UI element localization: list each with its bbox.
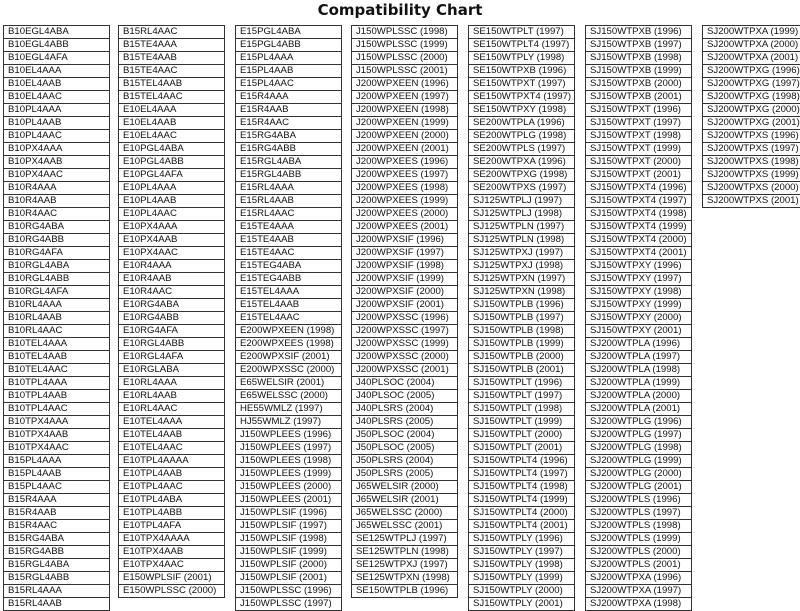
table-cell: E65WELSIR (2001)	[235, 377, 342, 390]
page-title: Compatibility Chart	[317, 1, 483, 19]
table-cell: J150WPLEES (2000)	[235, 481, 342, 494]
table-cell: SJ150WTPXB (1998)	[585, 52, 692, 65]
table-cell: SJ200WTPXG (1997)	[702, 78, 800, 91]
table-cell: E15TE4AAA	[235, 221, 342, 234]
table-cell: SJ200WTPXS (1997)	[702, 143, 800, 156]
table-column-1	[3, 25, 110, 611]
table-cell: B10RL4AAA	[3, 299, 110, 312]
table-cell: E10RGL4AFA	[118, 351, 225, 364]
table-cell: SJ150WTPXY (1996)	[585, 260, 692, 273]
table-cell: SJ150WTPXT4 (1996)	[585, 182, 692, 195]
table-cell: B10RGL4ABA	[3, 260, 110, 273]
table-cell: E150WPLSIF (2001)	[118, 572, 225, 585]
table-cell: SE200WTPXA (1996)	[468, 156, 575, 169]
table-cell: B10RL4AAB	[3, 312, 110, 325]
table-cell: SJ150WTPXY (1998)	[585, 286, 692, 299]
table-cell: SJ150WTPXT (1998)	[585, 130, 692, 143]
table-cell: SJ150WTPLT4 (1999)	[468, 494, 575, 507]
table-cell: J150WPLSSC (1997)	[235, 598, 342, 611]
table-cell: SJ200WTPXA (1997)	[585, 585, 692, 598]
table-cell: J150WPLEES (1996)	[235, 429, 342, 442]
table-cell: SJ150WTPXB (2001)	[585, 91, 692, 104]
table-cell: J200WPXSIF (1998)	[351, 260, 458, 273]
table-cell: E10PGL4ABB	[118, 156, 225, 169]
table-cell: E15PL4AAC	[235, 78, 342, 91]
table-cell: E200WPXEES (1998)	[235, 338, 342, 351]
table-cell: SJ200WTPLA (2001)	[585, 403, 692, 416]
table-cell: B10RGL4AFA	[3, 286, 110, 299]
table-cell: SE150WTPLB (1996)	[351, 585, 458, 598]
table-cell: SJ200WTPLS (2000)	[585, 546, 692, 559]
table-cell: E15TE4AAC	[235, 247, 342, 260]
table-cell: J150WPLEES (1998)	[235, 455, 342, 468]
table-cell: J50PLSOC (2005)	[351, 442, 458, 455]
table-cell: E15RL4AAA	[235, 182, 342, 195]
table-cell: SJ200WTPXS (2001)	[702, 195, 800, 208]
table-cell: J200WPXEEN (2001)	[351, 143, 458, 156]
table-cell: SE200WTPLG (1998)	[468, 130, 575, 143]
table-cell: HJ55WMLZ (1997)	[235, 416, 342, 429]
table-cell: SE150WTPXT4 (1997)	[468, 91, 575, 104]
table-column-5	[468, 25, 575, 611]
table-cell: SJ200WTPLS (1999)	[585, 533, 692, 546]
table-cell: B10PL4AAC	[3, 130, 110, 143]
table-cell: E15RG4ABA	[235, 130, 342, 143]
table-cell: SJ150WTPLY (1999)	[468, 572, 575, 585]
table-cell: E15RL4AAB	[235, 195, 342, 208]
table-cell: SJ125WTPLJ (1998)	[468, 208, 575, 221]
table-cell: E10TPX4AAAA	[118, 533, 225, 546]
table-cell: J150WPLSSC (1999)	[351, 39, 458, 52]
table-cell: B15RL4AAC	[118, 26, 225, 39]
table-cell: B15R4AAB	[3, 507, 110, 520]
table-cell: E200WPXSSC (2000)	[235, 364, 342, 377]
table-cell: SJ150WTPLB (1996)	[468, 299, 575, 312]
table-cell: J150WPLEES (2001)	[235, 494, 342, 507]
table-cell: E10PGL4AFA	[118, 169, 225, 182]
table-cell: J50PLSOC (2004)	[351, 429, 458, 442]
table-cell: SJ150WTPLT (2000)	[468, 429, 575, 442]
table-cell: B10TPL4AAC	[3, 403, 110, 416]
table-cell: J200WPXEES (1996)	[351, 156, 458, 169]
table-cell: J150WPLSIF (1998)	[235, 533, 342, 546]
table-cell: J150WPLSIF (1997)	[235, 520, 342, 533]
table-cell: J200WPXSSC (1996)	[351, 312, 458, 325]
table-cell: SJ200WTPLA (1997)	[585, 351, 692, 364]
table-cell: E10PL4AAB	[118, 195, 225, 208]
table-cell: SJ150WTPLB (1999)	[468, 338, 575, 351]
table-cell: SJ125WTPLJ (1997)	[468, 195, 575, 208]
table-cell: J50PLSRS (2005)	[351, 468, 458, 481]
table-cell: E10TPL4ABB	[118, 507, 225, 520]
table-cell: SJ150WTPLY (2000)	[468, 585, 575, 598]
table-cell: SJ200WTPLS (1998)	[585, 520, 692, 533]
table-cell: E10RGLABA	[118, 364, 225, 377]
table-cell: J65WELSIR (2001)	[351, 494, 458, 507]
table-cell: SJ200WTPLA (1998)	[585, 364, 692, 377]
table-cell: B10EGL4AFA	[3, 52, 110, 65]
table-cell: B10TPL4AAA	[3, 377, 110, 390]
table-cell: J200WPXEES (1998)	[351, 182, 458, 195]
table-cell: B10EL4AAB	[3, 78, 110, 91]
table-cell: J200WPXEES (2000)	[351, 208, 458, 221]
table-cell: J40PLSRS (2005)	[351, 416, 458, 429]
table-cell: J200WPXEEN (2000)	[351, 130, 458, 143]
table-cell: E10RL4AAA	[118, 377, 225, 390]
table-cell: SE125WTPLN (1998)	[351, 546, 458, 559]
table-cell: B10TPX4AAA	[3, 416, 110, 429]
table-cell: J150WPLSIF (1996)	[235, 507, 342, 520]
table-cell: J150WPLSIF (2000)	[235, 559, 342, 572]
table-cell: B10R4AAA	[3, 182, 110, 195]
table-cell: E15RL4AAC	[235, 208, 342, 221]
table-cell: SE125WTPXJ (1997)	[351, 559, 458, 572]
table-cell: SJ150WTPXB (1999)	[585, 65, 692, 78]
table-cell: B15PL4AAB	[3, 468, 110, 481]
table-cell: E10PGL4ABA	[118, 143, 225, 156]
table-cell: E15R4AAA	[235, 91, 342, 104]
table-cell: SJ200WTPXG (1998)	[702, 91, 800, 104]
table-cell: SJ150WTPLY (1997)	[468, 546, 575, 559]
table-cell: J200WPXEEN (1996)	[351, 78, 458, 91]
table-cell: B15TE4AAC	[118, 65, 225, 78]
table-cell: J150WPLSSC (2000)	[351, 52, 458, 65]
table-cell: E10EL4AAB	[118, 117, 225, 130]
table-cell: B10PX4AAB	[3, 156, 110, 169]
table-cell: E10TPL4AAB	[118, 468, 225, 481]
table-cell: B10EL4AAA	[3, 65, 110, 78]
table-cell: SJ150WTPLT (1998)	[468, 403, 575, 416]
table-cell: J200WPXSSC (2000)	[351, 351, 458, 364]
table-cell: B10EGL4ABB	[3, 39, 110, 52]
table-cell: SJ150WTPXY (2001)	[585, 325, 692, 338]
table-cell: J200WPXEEN (1997)	[351, 91, 458, 104]
table-cell: J200WPXSSC (1997)	[351, 325, 458, 338]
table-cell: E10EL4AAA	[118, 104, 225, 117]
table-cell: SJ150WTPXT (1999)	[585, 143, 692, 156]
table-cell: J40PLSOC (2004)	[351, 377, 458, 390]
table-cell: B10EL4AAC	[3, 91, 110, 104]
table-cell: E15R4AAB	[235, 104, 342, 117]
table-cell: E10RL4AAB	[118, 390, 225, 403]
table-cell: E10TPL4AAC	[118, 481, 225, 494]
table-cell: E65WELSSC (2000)	[235, 390, 342, 403]
table-cell: B10RG4ABB	[3, 234, 110, 247]
table-column-2	[118, 25, 225, 598]
table-cell: SJ150WTPXB (1997)	[585, 39, 692, 52]
table-cell: SE200WTPXS (1997)	[468, 182, 575, 195]
table-cell: SJ125WTPLN (1997)	[468, 221, 575, 234]
table-cell: SJ125WTPXN (1998)	[468, 286, 575, 299]
table-cell: E15PL4AAA	[235, 52, 342, 65]
table-cell: B10PX4AAA	[3, 143, 110, 156]
table-cell: SJ150WTPLY (1998)	[468, 559, 575, 572]
table-cell: B10TPX4AAB	[3, 429, 110, 442]
table-cell: SJ200WTPLG (1998)	[585, 442, 692, 455]
table-cell: SJ200WTPXS (1999)	[702, 169, 800, 182]
table-cell: SJ150WTPXT (2000)	[585, 156, 692, 169]
table-cell: J200WPXEES (1997)	[351, 169, 458, 182]
table-cell: SJ200WTPLG (1997)	[585, 429, 692, 442]
table-cell: J200WPXEEN (1998)	[351, 104, 458, 117]
table-cell: E10RG4ABB	[118, 312, 225, 325]
table-cell: E15RGL4ABB	[235, 169, 342, 182]
table-cell: J200WPXSIF (1997)	[351, 247, 458, 260]
table-cell: J200WPXSIF (2001)	[351, 299, 458, 312]
table-cell: E10PX4AAB	[118, 234, 225, 247]
table-cell: J200WPXSSC (1999)	[351, 338, 458, 351]
table-cell: B15RL4AAB	[3, 598, 110, 611]
table-cell: SJ150WTPLT4 (1998)	[468, 481, 575, 494]
table-cell: B10RGL4ABB	[3, 273, 110, 286]
table-cell: B15TEL4AAC	[118, 91, 225, 104]
table-cell: B15TE4AAA	[118, 39, 225, 52]
table-cell: SJ150WTPXT4 (2000)	[585, 234, 692, 247]
table-cell: E15TEL4AAC	[235, 312, 342, 325]
table-cell: SJ150WTPXY (2000)	[585, 312, 692, 325]
table-cell: E10PL4AAA	[118, 182, 225, 195]
table-cell: SJ200WTPLA (1996)	[585, 338, 692, 351]
table-cell: J200WPXEES (1999)	[351, 195, 458, 208]
table-cell: SJ150WTPXB (1996)	[585, 26, 692, 39]
table-cell: B10PX4AAC	[3, 169, 110, 182]
table-cell: SJ200WTPXG (2001)	[702, 117, 800, 130]
table-cell: SJ150WTPLT4 (2000)	[468, 507, 575, 520]
table-cell: SE200WTPLA (1996)	[468, 117, 575, 130]
table-cell: B15PL4AAC	[3, 481, 110, 494]
table-cell: E10TPL4ABA	[118, 494, 225, 507]
table-cell: SE200WTPLS (1997)	[468, 143, 575, 156]
table-cell: SJ150WTPLT4 (1996)	[468, 455, 575, 468]
table-cell: E15TEG4ABB	[235, 273, 342, 286]
table-cell: SJ150WTPLT (1996)	[468, 377, 575, 390]
table-cell: SJ150WTPLT (2001)	[468, 442, 575, 455]
table-cell: E15TEL4AAB	[235, 299, 342, 312]
table-cell: E200WPXSIF (2001)	[235, 351, 342, 364]
table-cell: E10TEL4AAB	[118, 429, 225, 442]
table-cell: SJ150WTPLT4 (2001)	[468, 520, 575, 533]
table-cell: SJ200WTPLG (2001)	[585, 481, 692, 494]
table-cell: B10RG4ABA	[3, 221, 110, 234]
table-cell: E15PL4AAB	[235, 65, 342, 78]
table-cell: B15RG4ABA	[3, 533, 110, 546]
table-cell: SJ150WTPXY (1997)	[585, 273, 692, 286]
table-cell: E15R4AAC	[235, 117, 342, 130]
table-cell: SE150WTPLT (1997)	[468, 26, 575, 39]
table-cell: SJ150WTPLB (2000)	[468, 351, 575, 364]
table-cell: B10PL4AAB	[3, 117, 110, 130]
table-cell: J200WPXEES (2001)	[351, 221, 458, 234]
table-cell: SJ150WTPXT4 (1999)	[585, 221, 692, 234]
table-cell: J65WELSSC (2000)	[351, 507, 458, 520]
table-cell: E15RG4ABB	[235, 143, 342, 156]
table-cell: SJ200WTPXS (1998)	[702, 156, 800, 169]
table-cell: SJ125WTPXJ (1997)	[468, 247, 575, 260]
table-column-3	[235, 25, 342, 611]
table-cell: SJ200WTPXA (1998)	[585, 598, 692, 611]
table-column-6	[585, 25, 692, 611]
table-cell: E15TEG4ABA	[235, 260, 342, 273]
table-cell: J200WPXSIF (2000)	[351, 286, 458, 299]
table-cell: E10RG4ABA	[118, 299, 225, 312]
table-cell: E10PL4AAC	[118, 208, 225, 221]
table-cell: SJ150WTPXT4 (2001)	[585, 247, 692, 260]
table-cell: B15PL4AAA	[3, 455, 110, 468]
table-cell: J150WPLEES (1997)	[235, 442, 342, 455]
table-cell: SE150WTPLT4 (1997)	[468, 39, 575, 52]
table-cell: B15TEL4AAB	[118, 78, 225, 91]
table-cell: SJ200WTPXS (2000)	[702, 182, 800, 195]
table-cell: J65WELSIR (2000)	[351, 481, 458, 494]
table-cell: J150WPLSSC (1996)	[235, 585, 342, 598]
table-column-4	[351, 25, 458, 598]
table-cell: E10RGL4ABB	[118, 338, 225, 351]
table-cell: SJ200WTPLS (2001)	[585, 559, 692, 572]
table-cell: J150WPLSIF (2001)	[235, 572, 342, 585]
table-cell: SJ150WTPLB (1998)	[468, 325, 575, 338]
table-cell: J200WPXEEN (1999)	[351, 117, 458, 130]
table-cell: B15TE4AAB	[118, 52, 225, 65]
table-cell: B10R4AAB	[3, 195, 110, 208]
table-cell: SE150WTPXB (1996)	[468, 65, 575, 78]
table-cell: B10TEL4AAB	[3, 351, 110, 364]
table-cell: SJ200WTPXA (1996)	[585, 572, 692, 585]
table-cell: SE200WTPXG (1998)	[468, 169, 575, 182]
table-cell: SJ200WTPXA (2000)	[702, 39, 800, 52]
table-cell: SJ150WTPXT (1996)	[585, 104, 692, 117]
table-cell: SJ150WTPLY (1996)	[468, 533, 575, 546]
table-cell: SJ200WTPLS (1997)	[585, 507, 692, 520]
table-cell: J150WPLSSC (1998)	[351, 26, 458, 39]
table-cell: J200WPXSIF (1996)	[351, 234, 458, 247]
table-cell: E15PGL4ABB	[235, 39, 342, 52]
table-cell: J50PLSRS (2004)	[351, 455, 458, 468]
table-cell: SJ150WTPXT4 (1998)	[585, 208, 692, 221]
table-cell: B15RGL4ABB	[3, 572, 110, 585]
table-cell: SJ200WTPXA (1999)	[702, 26, 800, 39]
table-cell: E150WPLSSC (2000)	[118, 585, 225, 598]
table-cell: SJ150WTPLY (2001)	[468, 598, 575, 611]
table-cell: SJ150WTPLT (1999)	[468, 416, 575, 429]
table-cell: SJ150WTPXT (1997)	[585, 117, 692, 130]
table-cell: SJ125WTPLN (1998)	[468, 234, 575, 247]
table-cell: E15TE4AAB	[235, 234, 342, 247]
table-cell: B10RG4AFA	[3, 247, 110, 260]
table-cell: J150WPLSSC (2001)	[351, 65, 458, 78]
table-cell: B10TEL4AAA	[3, 338, 110, 351]
table-cell: SJ200WTPLG (1996)	[585, 416, 692, 429]
table-cell: E10TPL4AAAA	[118, 455, 225, 468]
table-cell: HE55WMLZ (1997)	[235, 403, 342, 416]
table-cell: SJ200WTPXG (2000)	[702, 104, 800, 117]
table-cell: SJ150WTPLB (2001)	[468, 364, 575, 377]
table-cell: SE125WTPXN (1998)	[351, 572, 458, 585]
table-cell: E10R4AAC	[118, 286, 225, 299]
table-cell: SJ150WTPXT (2001)	[585, 169, 692, 182]
table-cell: J200WPXSIF (1999)	[351, 273, 458, 286]
table-cell: SJ125WTPXN (1997)	[468, 273, 575, 286]
table-cell: SJ150WTPXT4 (1997)	[585, 195, 692, 208]
table-cell: B15R4AAC	[3, 520, 110, 533]
table-cell: E10TPX4AAB	[118, 546, 225, 559]
table-cell: E10R4AAB	[118, 273, 225, 286]
table-cell: J200WPXSSC (2001)	[351, 364, 458, 377]
table-cell: E10TEL4AAC	[118, 442, 225, 455]
table-cell: B10TPX4AAC	[3, 442, 110, 455]
table-cell: B15RG4ABB	[3, 546, 110, 559]
table-cell: J150WPLSIF (1999)	[235, 546, 342, 559]
table-cell: SJ200WTPLA (1999)	[585, 377, 692, 390]
table-cell: SJ200WTPXS (1996)	[702, 130, 800, 143]
table-cell: B10PL4AAA	[3, 104, 110, 117]
table-cell: SJ150WTPXB (2000)	[585, 78, 692, 91]
table-cell: E10TPL4AFA	[118, 520, 225, 533]
table-cell: SJ200WTPXG (1996)	[702, 65, 800, 78]
table-cell: E15TEL4AAA	[235, 286, 342, 299]
table-cell: SJ150WTPLB (1997)	[468, 312, 575, 325]
table-cell: SE125WTPLJ (1997)	[351, 533, 458, 546]
table-cell: SJ200WTPLS (1996)	[585, 494, 692, 507]
table-cell: E10TEL4AAA	[118, 416, 225, 429]
table-cell: E10EL4AAC	[118, 130, 225, 143]
table-cell: E15PGL4ABA	[235, 26, 342, 39]
table-cell: E200WPXEEN (1998)	[235, 325, 342, 338]
table-cell: B15R4AAA	[3, 494, 110, 507]
table-cell: B10R4AAC	[3, 208, 110, 221]
table-cell: J65WELSSC (2001)	[351, 520, 458, 533]
table-cell: J40PLSRS (2004)	[351, 403, 458, 416]
table-cell: B15RL4AAA	[3, 585, 110, 598]
table-cell: B10TPL4AAB	[3, 390, 110, 403]
table-cell: E10RG4AFA	[118, 325, 225, 338]
table-cell: SE150WTPXY (1998)	[468, 104, 575, 117]
table-cell: SJ200WTPLA (2000)	[585, 390, 692, 403]
table-cell: E10PX4AAA	[118, 221, 225, 234]
table-cell: J150WPLEES (1999)	[235, 468, 342, 481]
table-cell: B15RGL4ABA	[3, 559, 110, 572]
table-cell: SE150WTPXT (1997)	[468, 78, 575, 91]
table-cell: SJ200WTPXA (2001)	[702, 52, 800, 65]
table-cell: SJ200WTPLG (1999)	[585, 455, 692, 468]
table-cell: SJ150WTPLT4 (1997)	[468, 468, 575, 481]
table-cell: E15RGL4ABA	[235, 156, 342, 169]
table-cell: SE150WTPLY (1998)	[468, 52, 575, 65]
table-cell: B10TEL4AAC	[3, 364, 110, 377]
table-cell: J40PLSOC (2005)	[351, 390, 458, 403]
table-cell: SJ150WTPXY (1999)	[585, 299, 692, 312]
table-cell: SJ150WTPLT (1997)	[468, 390, 575, 403]
table-cell: E10TPX4AAC	[118, 559, 225, 572]
table-cell: SJ125WTPXJ (1998)	[468, 260, 575, 273]
table-cell: E10RL4AAC	[118, 403, 225, 416]
table-cell: B10RL4AAC	[3, 325, 110, 338]
table-cell: E10R4AAA	[118, 260, 225, 273]
table-cell: B10EGL4ABA	[3, 26, 110, 39]
table-column-7	[702, 25, 800, 208]
table-cell: SJ200WTPLG (2000)	[585, 468, 692, 481]
table-cell: E10PX4AAC	[118, 247, 225, 260]
